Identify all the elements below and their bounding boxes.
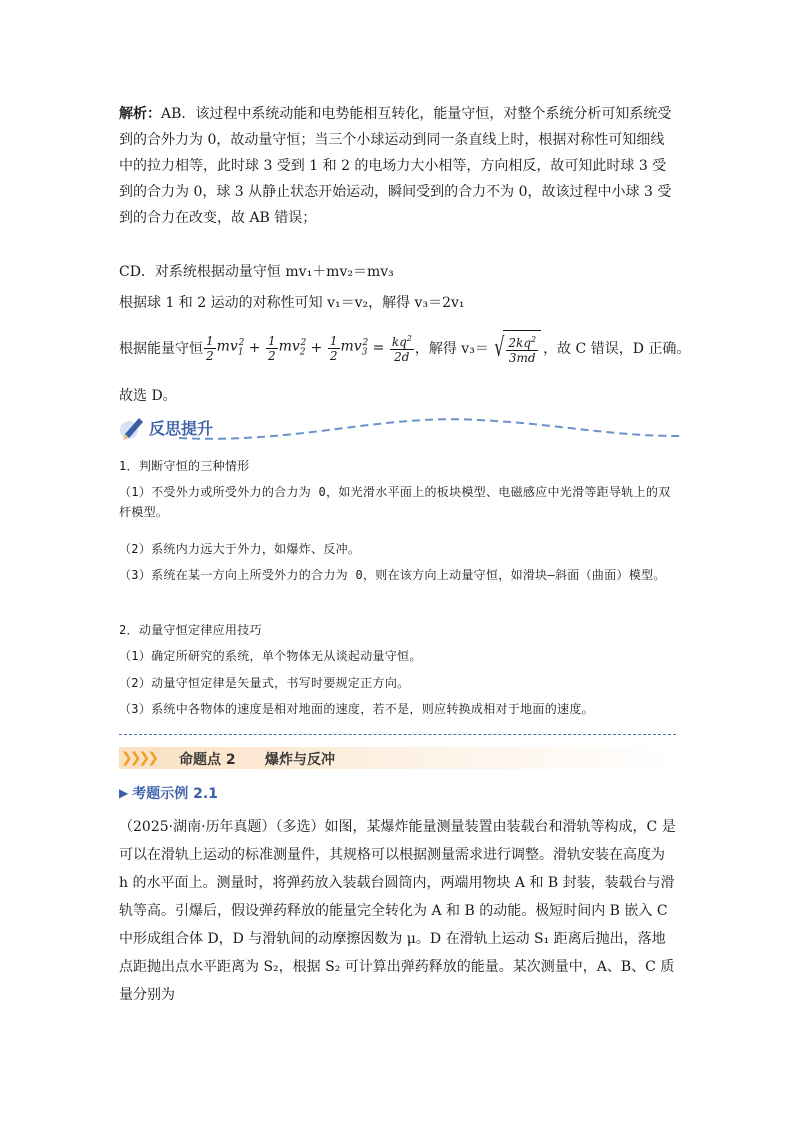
fraction-half-3: $\frac{1}{2}$	[329, 333, 338, 363]
fraction-half-1: $\frac{1}{2}$	[206, 333, 214, 363]
topic-label: 命题点 2	[179, 752, 236, 768]
symmetry-line: 根据球 1 和 2 运动的对称性可知 v₁＝v₂，解得 v₃＝2v₁	[119, 295, 465, 311]
reflection-heading-1: 1．判断守恒的三种情形	[119, 459, 250, 473]
sqrt-expression: √ $\frac{2kq^2}{3md}$	[491, 330, 541, 366]
reflection-item-1-2: （2）系统内力远大于外力，如爆炸、反冲。	[119, 542, 361, 556]
fraction-half-2: $\frac{1}{2}$	[267, 333, 276, 363]
section-divider	[119, 734, 676, 735]
energy-suffix: ，故 C 错误，D 正确。	[543, 341, 691, 357]
term-mv2: $mv_2^2$	[278, 338, 307, 358]
reflection-item-1-3: （3）系统在某一方向上所受外力的合力为 0，则在该方向上动量守恒，如滑块—斜面（曲面）模型。	[119, 568, 666, 582]
reflection-item-2-3: （3）系统中各物体的速度是相对地面的速度，若不是，则应转换成相对于地面的速度。	[119, 702, 594, 716]
reflection-heading-2: 2．动量守恒定律应用技巧	[119, 623, 262, 637]
topic-bar	[119, 745, 676, 771]
reflection-item-2-2: （2）动量守恒定律是矢量式，书写时要规定正方向。	[119, 676, 410, 690]
reflection-title: 反思提升	[149, 419, 214, 438]
play-triangle-icon: ▶	[119, 786, 129, 800]
energy-mid: ，解得 v₃＝	[414, 341, 489, 357]
reflection-header	[119, 410, 679, 446]
chevrons-icon: ❯❯❯❯	[121, 750, 156, 766]
term-mv3: $mv_3^2$	[340, 338, 369, 358]
choose-answer: 故选 D。	[119, 388, 177, 404]
pencil-icon	[119, 412, 147, 442]
example-heading	[119, 783, 218, 803]
example-label: 考题示例 2.1	[132, 786, 218, 802]
wave-divider-icon	[179, 410, 679, 446]
reflection-item-2-1: （1）确定所研究的系统，单个物体无从谈起动量守恒。	[119, 649, 422, 663]
analysis-text: AB．该过程中系统动能和电势能相互转化，能量守恒，对整个系统分析可知系统受到的合外力为 0，故动量守恒；当三个小球运动到同一条直线上时，根据对称性可知细线中的拉力相等，此时球 3 受到 1 和 2 的电场力大小相等，方向相反，故可知此时球 3 受到的合力为 0，球 3 从静止状态开始运动，瞬间受到的合力不为 0，故该过程中小球 3 受到的合力在改变，故 AB 错误；	[119, 106, 672, 226]
energy-equation-line: 根据能量守恒 $\frac{1}{2}$ $mv_1^2$ + $\frac{1}{2}$ $mv_2^2$ + $\frac{1}{2}$ $mv_3^2$ = $\frac{kq^2}{2d}$ ，解得 v₃＝ √ $\frac{2kq^2}{3md}$ ，故 C 错误，D 正确。	[119, 327, 690, 369]
cd-line: CD．对系统根据动量守恒 mv₁＋mv₂＝mv₃	[119, 264, 394, 280]
reflection-item-1-1: （1）不受外力或所受外力的合力为 0，如光滑水平面上的板块模型、电磁感应中光滑等距导轨上的双杆模型。	[119, 485, 671, 519]
analysis-label: 解析：	[119, 106, 161, 122]
energy-prefix: 根据能量守恒	[119, 341, 203, 357]
topic-name: 爆炸与反冲	[265, 752, 335, 768]
example-text: （2025·湖南·历年真题）（多选）如图，某爆炸能量测量装置由装载台和滑轨等构成，C 是可以在滑轨上运动的标准测量件，其规格可以根据测量需求进行调整。滑轨安装在高度为 h 的水平面上。测量时，将弹药放入装载台圆筒内，两端用物块 A 和 B 封装，装载台与滑轨等高。引爆后，假设弹药释放的能量完全转化为 A 和 B 的动能。极短时间内 B 嵌入 C 中形成组合体 D，D 与滑轨间的动摩擦因数为 μ。D 在滑轨上运动 S₁ 距离后抛出，落地点距抛出点水平距离为 S₂，根据 S₂ 可计算出弹药释放的能量。某次测量中，A、B、C 质量分别为	[119, 819, 676, 1003]
term-mv1: $mv_1^2$	[216, 338, 245, 358]
analysis-paragraph	[119, 101, 677, 231]
fraction-kq2-2d: $\frac{kq^2}{2d}$	[391, 334, 412, 364]
